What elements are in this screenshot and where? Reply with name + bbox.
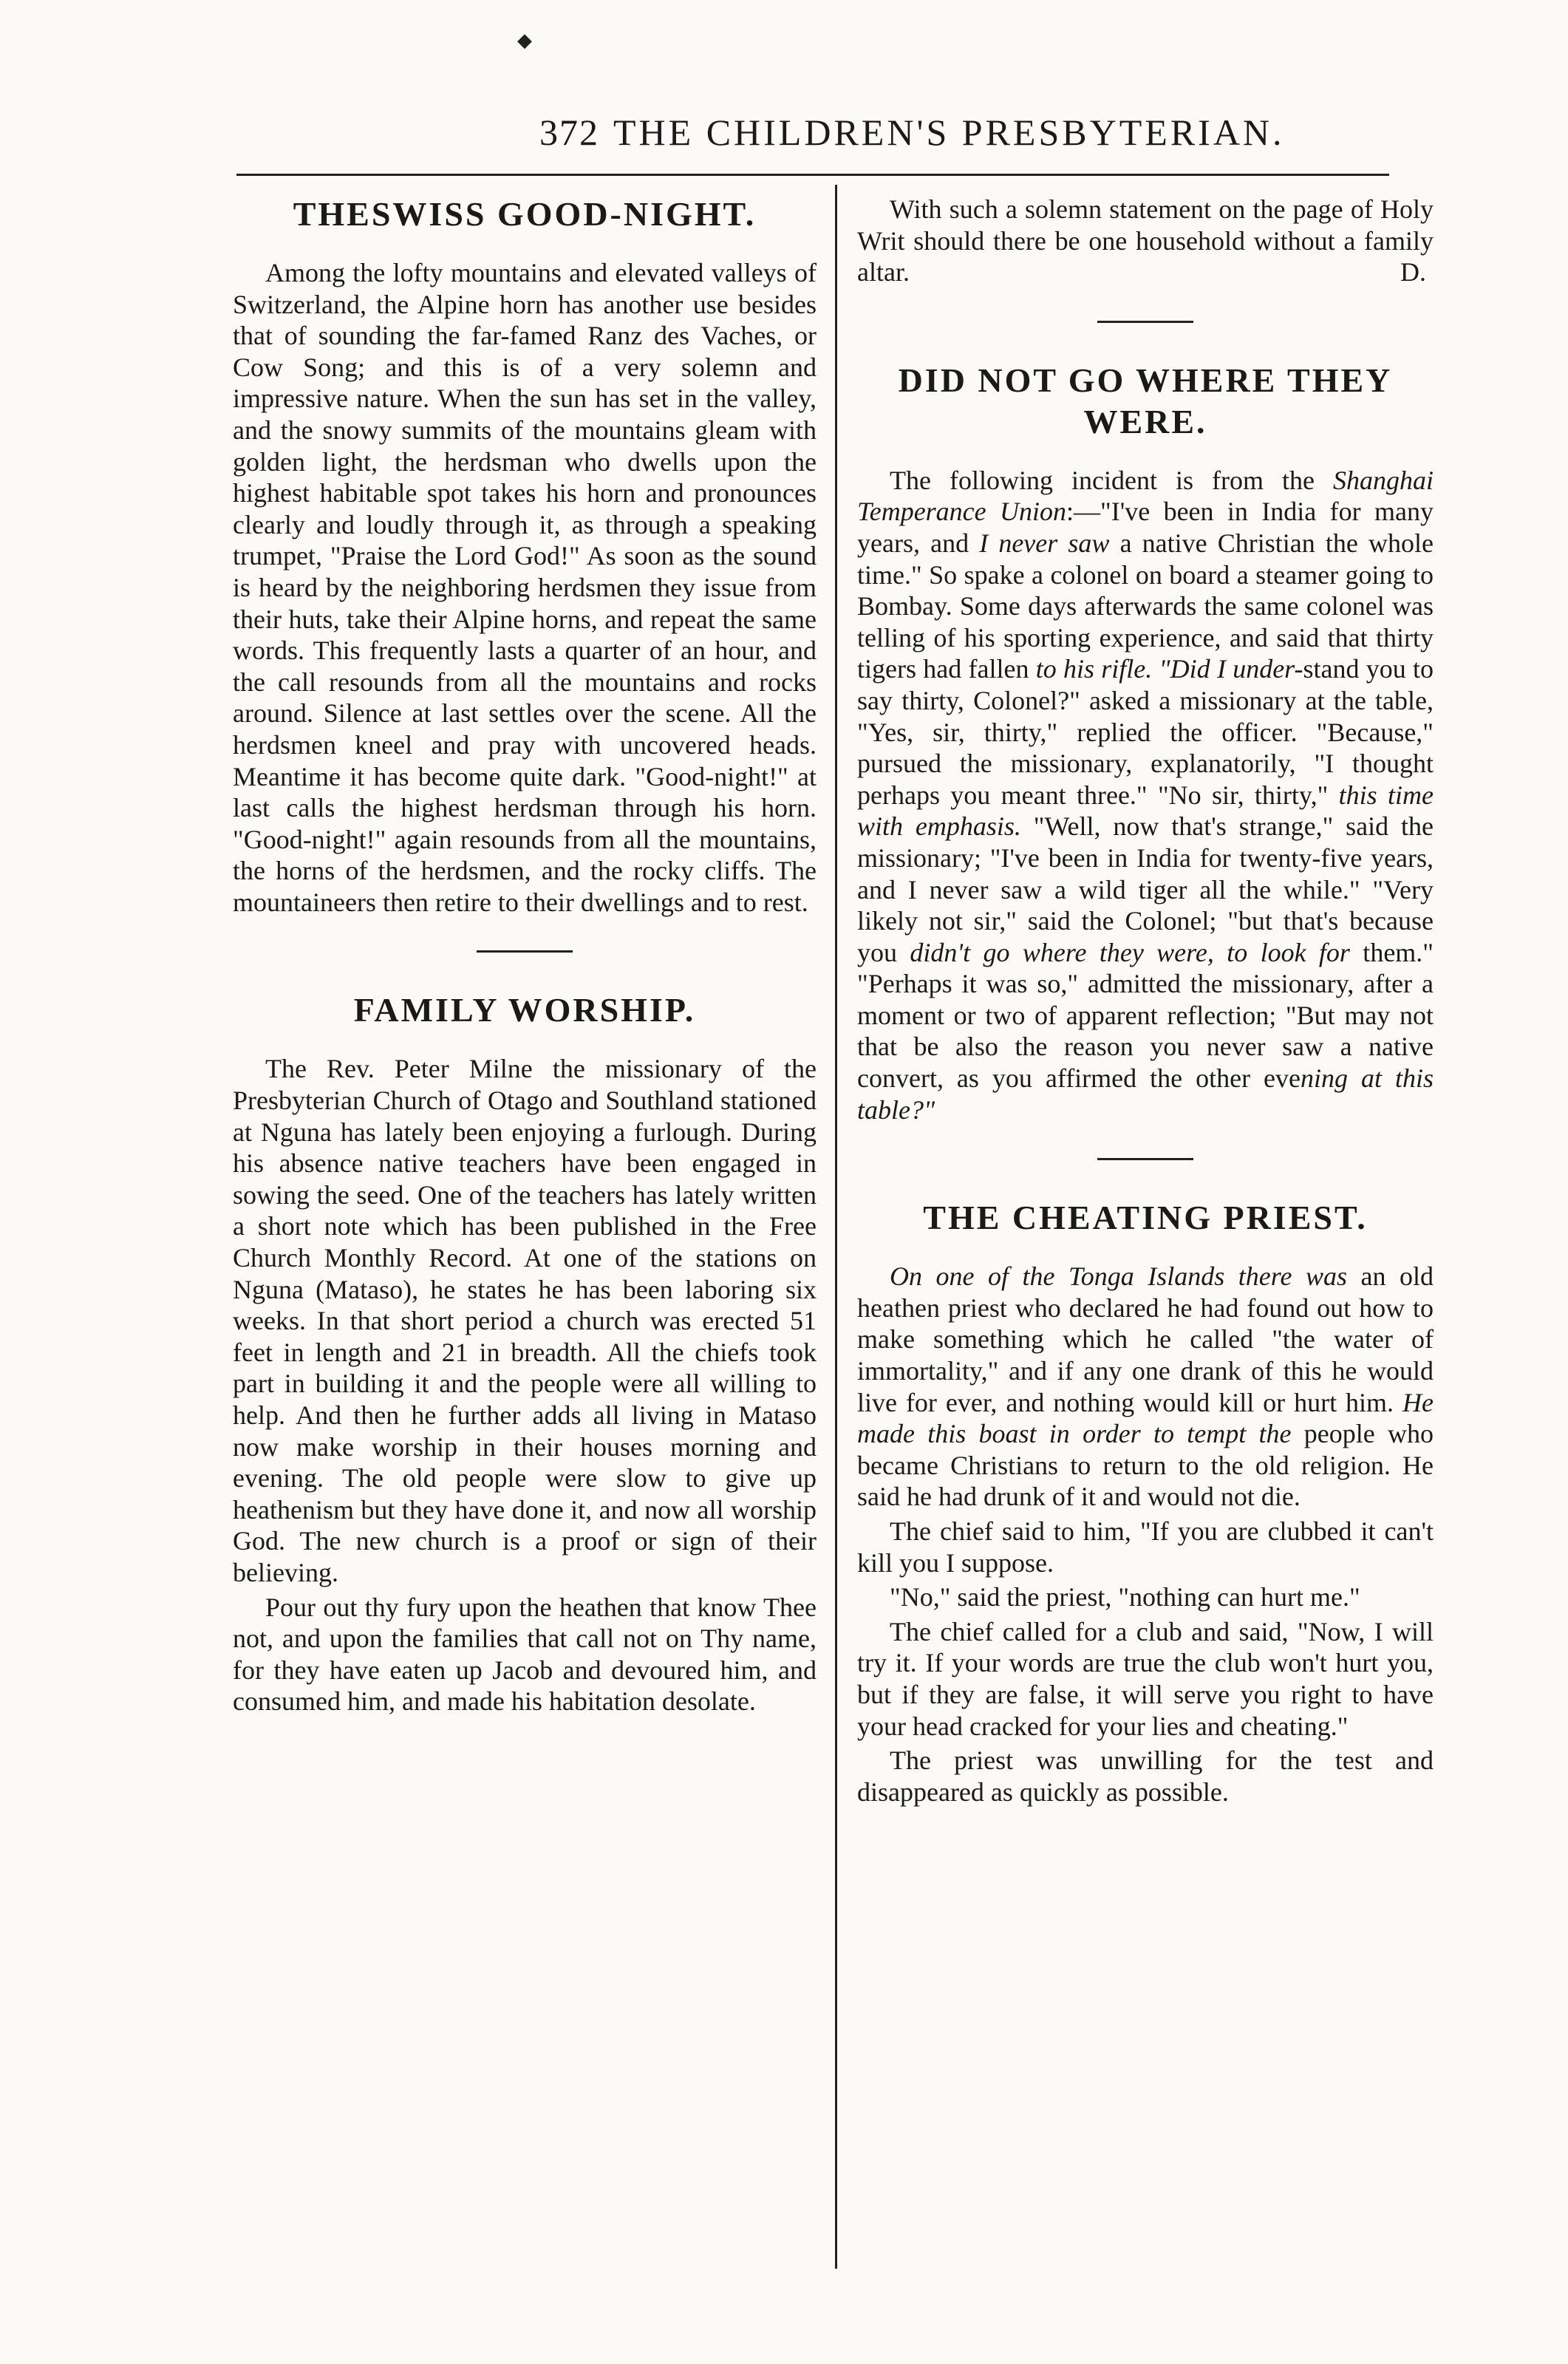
article-paragraph: The Rev. Peter Milne the missionary of the Presbyterian Church of Otago and Southland stationed at Nguna has lately been enjoying a furlough. During his absence native teachers have been engaged in sowing the seed. One of the teachers has lately written a short note which has been published in the Free Church Monthly Record. At one of the stations on Nguna (Mataso), he states he has been laboring six weeks. In that short period a church was erected 51 feet in length and 21 in breadth. All the chiefs took part in building it and the people were all willing to help. And then he further adds all living in Mataso now make worship in their houses morning and evening. The old people were slow to give up heathenism but they have done it, and now all worship God. The new church is a proof or sign of their believing. [233, 1054, 817, 1587]
section-separator [1097, 1158, 1193, 1160]
text-run-italic: He made this boast in order to tempt the [857, 1387, 1434, 1449]
text-run: people who became Christians to return to the old religion. He said he had drunk of it and would not die. [857, 1419, 1434, 1512]
running-title: THE CHILDREN'S PRESBYTERIAN. [613, 112, 1285, 153]
print-speck: ◆ [517, 30, 532, 51]
text-run-italic: to his rifle. "Did I under- [1035, 654, 1303, 684]
text-run: a native Christian the whole time." So spake a colonel on board a steamer going to Bombay. Some days afterwards the same colonel was telling of his sporting experience, and said that thirty tigers had fallen [857, 528, 1434, 684]
intro-text: With such a solemn statement on the page of Holy Writ should there be one household without a family altar. [857, 194, 1434, 287]
signature: D. [1400, 257, 1426, 287]
text-run: The following incident is from the [890, 465, 1333, 495]
column-divider [835, 185, 837, 2269]
article-paragraph: The priest was unwilling for the test and disappeared as quickly as possible. [857, 1745, 1434, 1807]
text-run-italic: didn't go where they were, to look for [910, 937, 1350, 967]
article-paragraph [857, 1261, 1434, 1513]
article-paragraph [857, 465, 1434, 1125]
text-run-italic: I never saw [979, 528, 1110, 558]
text-run: "Well, now that's strange," said the missionary; "I've been in India for twenty-five years, and I never saw a wild tiger all the while." "Very likely not sir," said the Colonel; "but that's because you [857, 811, 1434, 967]
article-paragraph: Among the lofty mountains and elevated valleys of Switzerland, the Alpine horn has another use besides that of sounding the far-famed Ranz des Vaches, or Cow Song; and this is of a very solemn and impressive nature. When the sun has set in the valley, and the snowy summits of the mountains gleam with golden light, the herdsman who dwells upon the highest habitable spot takes his horn and pronounces clearly and loudly through it, as through a speaking trumpet, "Praise the Lord God!" As soon as the sound is heard by the neighboring herdsmen they issue from their huts, take their Alpine horns, and repeat the same words. This frequently lasts a quarter of an hour, and the call resounds from all the mountains and rocks around. Silence at last settles over the scene. All the herdsmen kneel and pray with uncovered heads. Meantime it has become quite dark. "Good-night!" at last calls the highest herdsman through his horn. "Good-night!" again resounds from all the mountains, the horns of the herdsmen, and the rocky cliffs. The mountaineers then retire to their dwellings and to rest. [233, 258, 817, 917]
article-paragraph: Pour out thy fury upon the heathen that know Thee not, and upon the families that call not on Thy name, for they have eaten up Jacob and devoured him, and consumed him, and made his habitation desolate. [233, 1592, 817, 1717]
header-rule [236, 174, 1389, 176]
text-run: them." "Perhaps it was so," admitted the missionary, after a moment or two of apparent reflection; "But may not that be also the reason you never saw a native convert, as you affirmed the other eve [857, 937, 1434, 1094]
article-title-cheating-priest: THE CHEATING PRIEST. [923, 1199, 1368, 1237]
section-separator [1097, 321, 1193, 323]
article-paragraph: The chief said to him, "If you are clubbed it can't kill you I suppose. [857, 1516, 1434, 1578]
text-run: :—"I've been in India for many years, and [857, 497, 1434, 558]
article-paragraph: "No," said the priest, "nothing can hurt me." [890, 1582, 1360, 1612]
text-run: an old heathen priest who declared he had found out how to make something which he called "the water of immortality," and if any one drank of this he would live for ever, and nothing would kill or hurt him. [857, 1261, 1434, 1417]
right-column [857, 194, 1434, 1811]
left-column [233, 194, 817, 1720]
article-paragraph: The chief called for a club and said, "Now, I will try it. If your words are true the club won't hurt you, but if they are false, it will serve you right to have your head cracked for your lies and cheating." [857, 1616, 1434, 1741]
text-run-italic: ning at this table?" [857, 1063, 1434, 1125]
section-separator [477, 950, 573, 953]
article-title-swiss-good-night: THESWISS GOOD-NIGHT. [293, 195, 757, 233]
article-title-family-worship: FAMILY WORSHIP. [353, 991, 696, 1029]
source-name: Shanghai Temperance Union [857, 465, 1434, 527]
page-header [67, 111, 1470, 170]
text-run-italic: this time with emphasis. [857, 780, 1434, 842]
text-run: stand you to say thirty, Colonel?" asked a missionary at the table, "Yes, sir, thirty," replied the officer. "Because," pursued the missionary, explanatorily, "I thought perhaps you meant three." "No sir, thirty," [857, 654, 1434, 810]
text-run-italic: On one of the Tonga Islands there was [890, 1261, 1347, 1292]
intro-paragraph [857, 194, 1434, 288]
article-title-did-not-go: DID NOT GO WHERE THEY WERE. [898, 361, 1393, 440]
page-number: 372 [539, 112, 599, 153]
